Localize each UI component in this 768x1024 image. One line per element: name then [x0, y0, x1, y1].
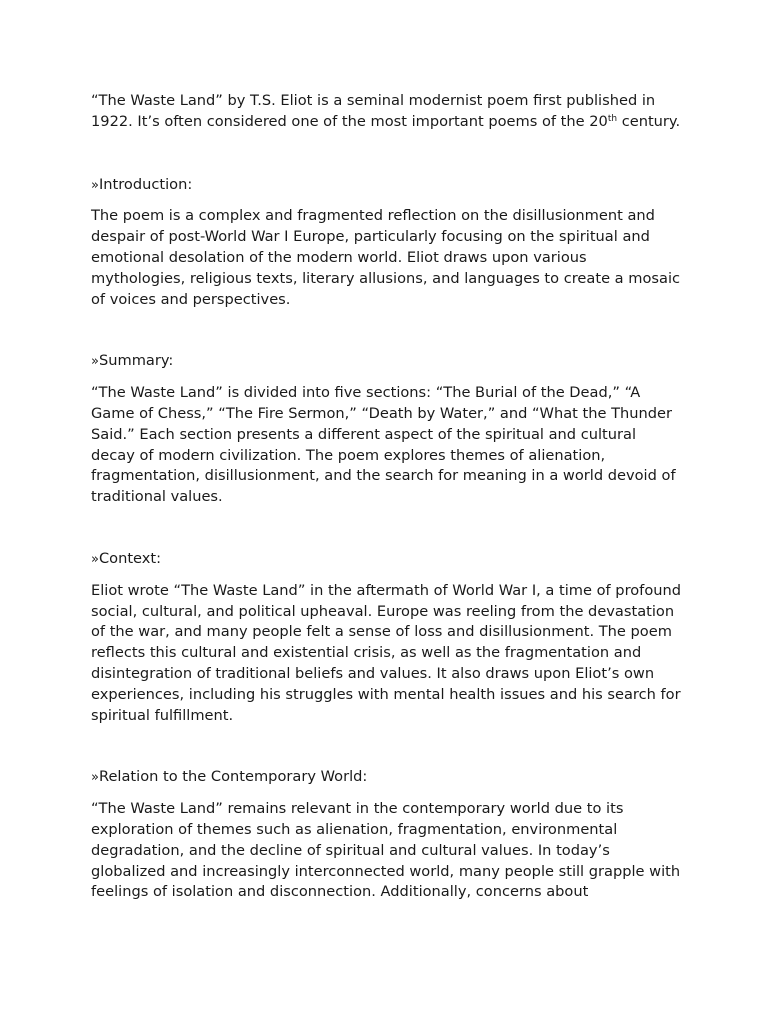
heading-text: Relation to the Contemporary World:: [98, 768, 368, 786]
heading-text: Introduction:: [98, 175, 193, 193]
document-page: [91, 91, 681, 944]
section-heading-summary: [91, 351, 681, 373]
heading-text: Context:: [98, 549, 162, 567]
intro-text: “The Waste Land” by T.S. Eliot is a seminal modernist poem first published in 1922. It’s often considered one of the most important poems of the 20: [91, 92, 656, 130]
intro-paragraph: [91, 91, 681, 133]
section-body-summary: “The Waste Land” is divided into five sections: “The Burial of the Dead,” “A Game of Chess,” “The Fire Sermon,” “Death by Water,” and “What the Thunder Said.” Each section presents a different aspect of the spiritual and cultural decay of modern civilization. The poem explores themes of alienation, fragmentation, disillusionment, and the search for meaning in a world devoid of traditional values.: [91, 384, 676, 506]
heading-marker-icon: »: [91, 551, 97, 567]
section-body-contemporary: “The Waste Land” remains relevant in the contemporary world due to its exploration of themes such as alienation, fragmentation, environmental degradation, and the decline of spiritual and cultural values. In today’s globalized and increasingly interconnected world, many people still grapple with feelings of isolation and disconnection. Additionally, concerns about: [91, 800, 681, 901]
heading-text: Summary:: [98, 352, 174, 370]
ordinal-superscript: th: [607, 113, 618, 124]
heading-marker-icon: »: [91, 177, 97, 193]
section-heading-contemporary: [91, 767, 681, 789]
heading-marker-icon: »: [91, 354, 97, 370]
section-heading-introduction: [91, 175, 681, 197]
section-heading-context: [91, 549, 681, 571]
section-body-context: Eliot wrote “The Waste Land” in the aftermath of World War I, a time of profound social, cultural, and political upheaval. Europe was reeling from the devastation of the war, and many people felt a sense of loss and disillusionment. The poem reflects this cultural and existential crisis, as well as the fragmentation and disintegration of traditional beliefs and values. It also draws upon Eliot’s own experiences, including his struggles with mental health issues and his search for spiritual fulfillment.: [91, 581, 682, 724]
intro-text-end: century.: [617, 112, 681, 130]
heading-marker-icon: »: [91, 770, 97, 786]
section-body-introduction: The poem is a complex and fragmented reflection on the disillusionment and despair of post-World War I Europe, particularly focusing on the spiritual and emotional desolation of the modern world. Eliot draws upon various mythologies, religious texts, literary allusions, and languages to create a mosaic of voices and perspectives.: [91, 207, 681, 308]
